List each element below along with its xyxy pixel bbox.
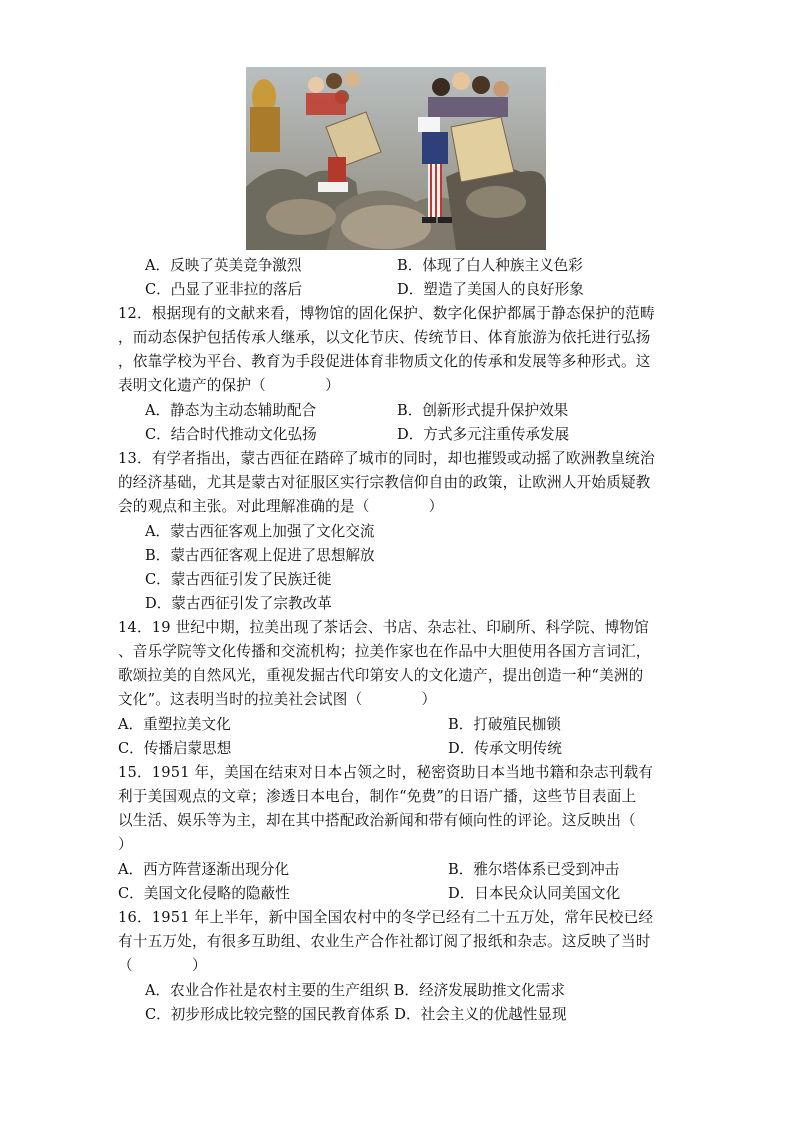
q12-stem-line-4: 表明文化遗产的保护（ ） — [118, 377, 340, 394]
q13-option-b[interactable]: B．蒙古西征客观上促进了思想解放 — [145, 547, 375, 564]
q15-stem-line-2: 利于美国观点的文章；渗透日本电台，制作“免费”的日语广播，这些节目表面上 — [118, 788, 637, 805]
political-cartoon-image — [246, 67, 546, 250]
q15-stem-line-3: 以生活、娱乐等为主，却在其中搭配政治新闻和带有倾向性的评论。这反映出（ — [118, 812, 636, 829]
q16-options-ab[interactable]: A．农业合作社是农村主要的生产组织 B．经济发展助推文化需求 — [145, 982, 565, 999]
q11-option-b[interactable]: B．体现了白人种族主义色彩 — [397, 257, 583, 274]
q14-stem-line-1: 14．19 世纪中期，拉美出现了茶话会、书店、杂志社、印刷所、科学院、博物馆 — [118, 619, 649, 636]
q15-option-a[interactable]: A．西方阵营逐渐出现分化 — [118, 861, 290, 878]
q14-option-d[interactable]: D．传承文明传统 — [448, 740, 562, 757]
q12-option-c[interactable]: C．结合时代推动文化弘扬 — [145, 426, 317, 443]
q13-stem-line-3: 会的观点和主张。对此理解准确的是（ ） — [118, 498, 444, 515]
q15-stem-line-4: ） — [118, 836, 133, 853]
q14-option-a[interactable]: A．重塑拉美文化 — [118, 716, 231, 733]
q13-option-c[interactable]: C．蒙古西征引发了民族迁徙 — [145, 571, 332, 588]
q16-stem-line-2: 有十五万处，有很多互助组、农业生产合作社都订阅了报纸和杂志。这反映了当时 — [118, 933, 651, 950]
q14-stem-line-2: 、音乐学院等文化传播和交流机构；拉美作家也在作品中大胆使用各国方言词汇， — [118, 643, 651, 660]
q16-options-cd[interactable]: C．初步形成比较完整的国民教育体系 D．社会主义的优越性显现 — [145, 1006, 567, 1023]
q14-option-c[interactable]: C．传播启蒙思想 — [118, 740, 232, 757]
q11-option-c[interactable]: C．凸显了亚非拉的落后 — [145, 281, 303, 298]
q12-stem-line-2: ，而动态保护包括传承人继承，以文化节庆、传统节日、体育旅游为依托进行弘扬 — [118, 329, 651, 346]
q15-option-c[interactable]: C．美国文化侵略的隐蔽性 — [118, 885, 290, 902]
q15-option-d[interactable]: D．日本民众认同美国文化 — [448, 885, 621, 902]
q12-option-d[interactable]: D．方式多元注重传承发展 — [397, 426, 570, 443]
q16-stem-line-3: （ ） — [118, 957, 207, 974]
q13-stem-line-1: 13．有学者指出，蒙古西征在踏碎了城市的同时，却也摧毁或动摇了欧洲教皇统治 — [118, 450, 655, 467]
q11-option-d[interactable]: D．塑造了美国人的良好形象 — [397, 281, 584, 298]
q13-stem-line-2: 的经济基础，尤其是蒙古对征服区实行宗教信仰自由的政策，让欧洲人开始质疑教 — [118, 474, 651, 491]
q14-stem-line-3: 歌颂拉美的自然风光，重视发掘古代印第安人的文化遗产，提出创造一种“美洲的 — [118, 667, 644, 684]
q12-option-b[interactable]: B．创新形式提升保护效果 — [397, 402, 569, 419]
q13-option-a[interactable]: A．蒙古西征客观上加强了文化交流 — [145, 523, 375, 540]
q14-option-b[interactable]: B．打破殖民枷锁 — [448, 716, 561, 733]
q12-stem-line-3: ，依靠学校为平台、教育为手段促进体育非物质文化的传承和发展等多种形式。这 — [118, 353, 651, 370]
q12-option-a[interactable]: A．静态为主动态辅助配合 — [145, 402, 317, 419]
q12-stem-line-1: 12．根据现有的文献来看，博物馆的固化保护、数字化保护都属于静态保护的范畴 — [118, 305, 655, 322]
q15-option-b[interactable]: B．雅尔塔体系已受到冲击 — [448, 861, 620, 878]
q15-stem-line-1: 15．1951 年，美国在结束对日本占领之时，秘密资助日本当地书籍和杂志刊载有 — [118, 764, 654, 781]
q13-option-d[interactable]: D．蒙古西征引发了宗教改革 — [145, 595, 332, 612]
q14-stem-line-4: 文化”。这表明当时的拉美社会试图（ ） — [118, 691, 437, 708]
q11-option-a[interactable]: A．反映了英美竞争激烈 — [145, 257, 302, 274]
q16-stem-line-1: 16．1951 年上半年，新中国全国农村中的冬学已经有二十五万处，常年民校已经 — [118, 909, 654, 926]
